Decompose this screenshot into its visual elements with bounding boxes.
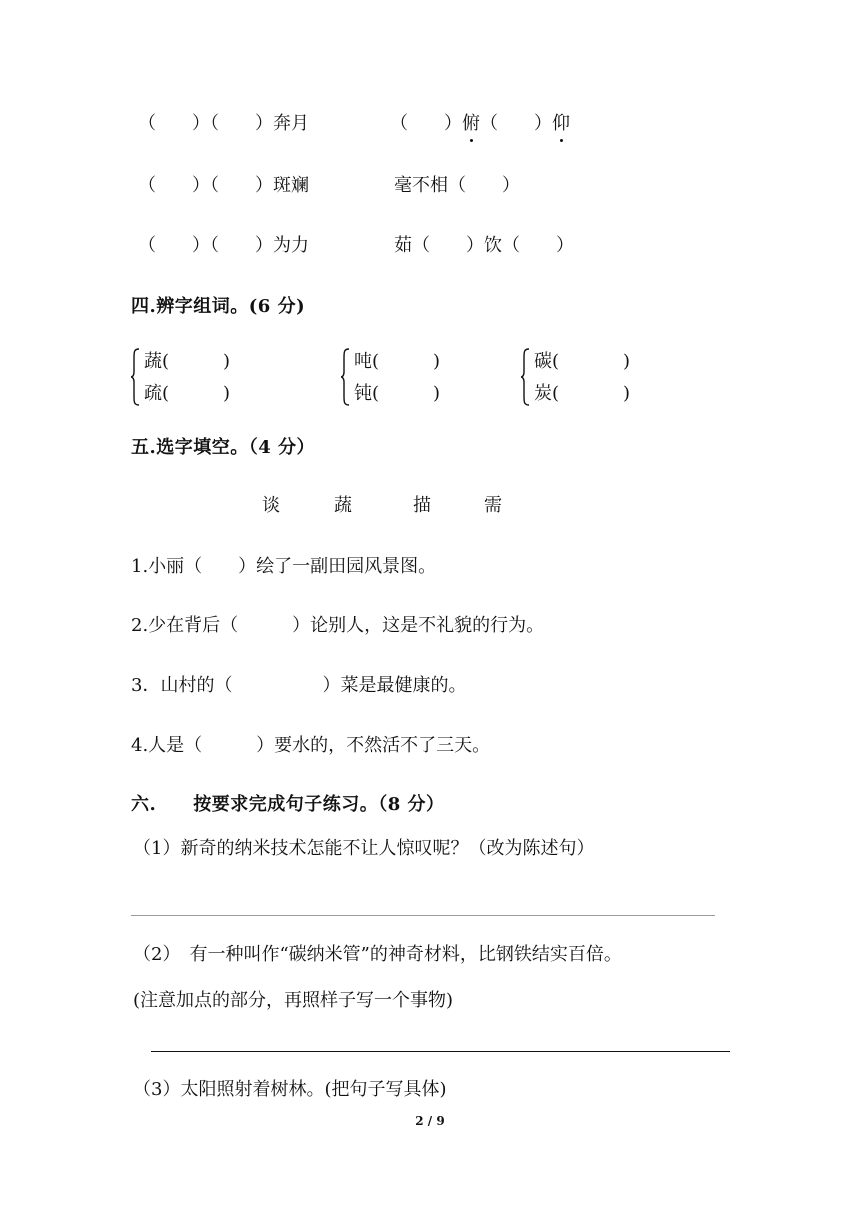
sentence-q2: （2） 有一种叫作“碳纳米管”的神奇材料，比钢铁结实百倍。 [133, 944, 622, 965]
idiom-row-3-right: 茹（ ）饮（ ） [394, 235, 574, 256]
brace-icon [340, 348, 350, 406]
word-choice-2: 蔬 [334, 495, 352, 516]
section-4-title: 四.辨字组词。(6 分) [131, 296, 306, 317]
char-pair-1b-end: ) [223, 383, 231, 404]
fill-item-3: 3．山村的（ ）菜是最健康的。 [131, 675, 467, 696]
answer-line-1 [131, 915, 715, 916]
fill-item-2: 2.少在背后（ ）论别人，这是不礼貌的行为。 [131, 615, 545, 636]
idiom-row-3-left: （ ）（ ）为力 [138, 235, 309, 256]
word-choice-1: 谈 [262, 495, 280, 516]
char-pair-3a-end: ) [623, 351, 631, 372]
sentence-q3: （3）太阳照射着树林。(把句子写具体) [133, 1079, 447, 1100]
word-choice-4: 需 [484, 495, 502, 516]
char-pair-3b-end: ) [623, 383, 631, 404]
char-pair-group-1 [130, 346, 270, 412]
emphasis-char-yang: 仰 [552, 113, 570, 134]
idiom-row-1-right [390, 112, 570, 136]
section-6-title: 六. 按要求完成句子练习。（8 分） [131, 794, 445, 815]
sentence-q1: （1）新奇的纳米技术怎能不让人惊叹呢？（改为陈述句） [133, 838, 595, 859]
char-pair-2b: 钝( [354, 383, 380, 404]
sentence-q2-note: (注意加点的部分，再照样子写一个事物) [133, 990, 454, 1011]
char-pair-2a: 吨( [354, 351, 380, 372]
section-5-title: 五.选字填空。（4 分） [131, 437, 316, 458]
idiom-row-2-right: 毫不相（ ） [394, 175, 520, 196]
idiom-row-1-right-mid: （ ） [480, 113, 552, 134]
word-choice-3: 描 [413, 495, 431, 516]
page-number: 2 / 9 [415, 1114, 445, 1128]
char-pair-group-3 [520, 346, 660, 412]
brace-icon [520, 348, 530, 406]
char-pair-1a-end: ) [223, 351, 231, 372]
idiom-row-2-left: （ ）（ ）斑斓 [138, 175, 309, 196]
emphasis-char-fu: 俯 [462, 113, 480, 134]
char-pair-3a: 碳( [534, 351, 560, 372]
fill-item-1: 1.小丽（ ）绘了一副田园风景图。 [131, 556, 437, 577]
char-pair-2b-end: ) [433, 383, 441, 404]
answer-line-2 [151, 1051, 730, 1052]
char-pair-3b: 炭( [534, 383, 560, 404]
fill-item-4: 4.人是（ ）要水的，不然活不了三天。 [131, 735, 491, 756]
char-pair-1a: 蔬( [144, 351, 170, 372]
char-pair-1b: 疏( [144, 383, 170, 404]
idiom-row-1-left: （ ）（ ）奔月 [138, 113, 309, 134]
brace-icon [130, 348, 140, 406]
idiom-row-1-right-prefix: （ ） [390, 113, 462, 134]
char-pair-2a-end: ) [433, 351, 441, 372]
char-pair-group-2 [340, 346, 480, 412]
